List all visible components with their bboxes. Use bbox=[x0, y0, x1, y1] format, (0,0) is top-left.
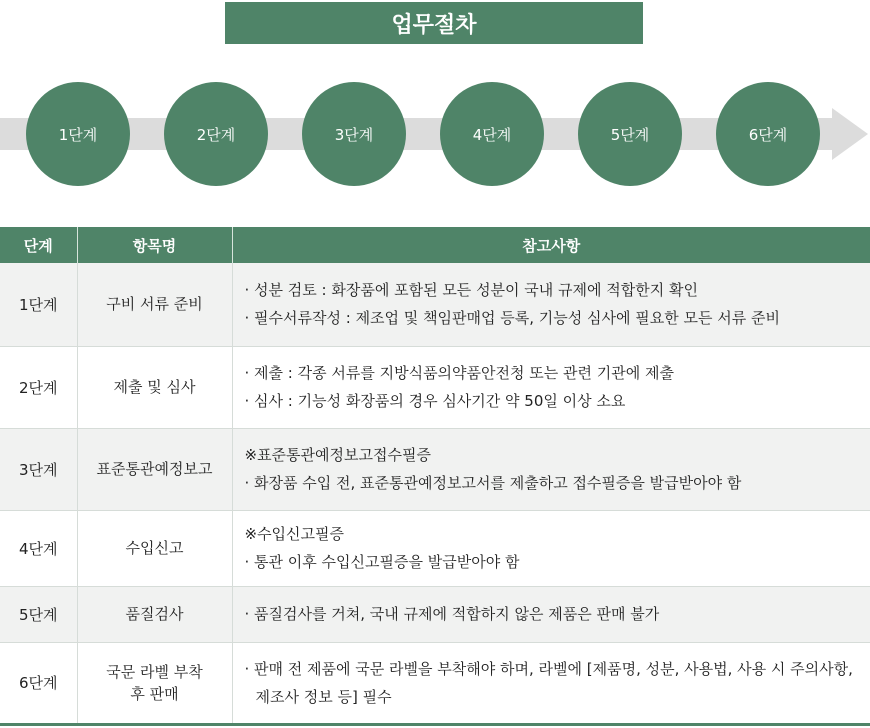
flow-step-2: 2단계 bbox=[164, 82, 268, 186]
notes-cell bbox=[232, 642, 870, 724]
note-line: · 성분 검토 : 화장품에 포함된 모든 성분이 국내 규제에 적합한지 확인 bbox=[244, 281, 699, 300]
item-name: 제출 및 심사 bbox=[113, 378, 196, 396]
note-line: · 품질검사를 거쳐, 국내 규제에 적합하지 않은 제품은 판매 불가 bbox=[244, 605, 660, 623]
note-line: · 심사 : 기능성 화장품의 경우 심사기간 약 50일 이상 소요 bbox=[244, 392, 626, 410]
table-row bbox=[0, 263, 870, 346]
table-row bbox=[0, 428, 870, 510]
stage-cell: 2단계 bbox=[0, 346, 77, 428]
page-title: 업무절차 bbox=[225, 2, 643, 44]
stage-cell: 3단계 bbox=[0, 428, 77, 510]
table-row bbox=[0, 642, 870, 724]
note-line: · 판매 전 제품에 국문 라벨을 부착해야 하며, 라벨에 [제품명, 성분, 사용법, 사용 시 주의사항, 제조사 정보 등] 필수 bbox=[244, 659, 853, 706]
item-name: 수입신고 bbox=[125, 539, 184, 557]
table-row bbox=[0, 510, 870, 586]
notes-cell bbox=[232, 428, 870, 510]
stage-cell: 5단계 bbox=[0, 586, 77, 642]
flow-step-1: 1단계 bbox=[26, 82, 130, 186]
item-cell bbox=[77, 428, 232, 510]
item-cell bbox=[77, 510, 232, 586]
note-line: · 필수서류작성 : 제조업 및 책임판매업 등록, 기능성 심사에 필요한 모든 서류 준비 bbox=[244, 309, 780, 328]
item-name: 후 판매 bbox=[130, 684, 179, 703]
header-notes: 참고사항 bbox=[232, 227, 870, 263]
flow-step-5: 5단계 bbox=[578, 82, 682, 186]
note-line: ※표준통관예정보고접수필증 bbox=[244, 446, 431, 464]
stage-cell: 1단계 bbox=[0, 263, 77, 346]
note-line: · 제출 : 각종 서류를 지방식품의약품안전청 또는 관련 기관에 제출 bbox=[244, 364, 674, 382]
stage-cell: 4단계 bbox=[0, 510, 77, 586]
flow-step-6: 6단계 bbox=[716, 82, 820, 186]
item-name: 구비 서류 준비 bbox=[106, 295, 203, 314]
item-cell bbox=[77, 586, 232, 642]
notes-cell bbox=[232, 346, 870, 428]
table-row bbox=[0, 346, 870, 428]
process-flow bbox=[0, 78, 870, 190]
header-stage: 단계 bbox=[0, 227, 77, 263]
note-line: · 통관 이후 수입신고필증을 발급받아야 함 bbox=[244, 553, 520, 571]
item-name: 표준통관예정보고 bbox=[96, 460, 213, 478]
item-cell bbox=[77, 346, 232, 428]
note-line: · 화장품 수입 전, 표준통관예정보고서를 제출하고 접수필증을 발급받아야 함 bbox=[244, 474, 742, 492]
flow-step-3: 3단계 bbox=[302, 82, 406, 186]
table-header-row bbox=[0, 227, 870, 263]
table-row bbox=[0, 586, 870, 642]
item-name: 국문 라벨 부착 bbox=[106, 662, 203, 681]
stage-cell: 6단계 bbox=[0, 642, 77, 724]
header-item: 항목명 bbox=[77, 227, 232, 263]
flow-step-4: 4단계 bbox=[440, 82, 544, 186]
process-table bbox=[0, 227, 870, 726]
notes-cell bbox=[232, 586, 870, 642]
notes-cell bbox=[232, 510, 870, 586]
item-cell bbox=[77, 263, 232, 346]
item-cell bbox=[77, 642, 232, 724]
item-name: 품질검사 bbox=[125, 605, 184, 623]
note-line: ※수입신고필증 bbox=[244, 525, 345, 543]
notes-cell bbox=[232, 263, 870, 346]
